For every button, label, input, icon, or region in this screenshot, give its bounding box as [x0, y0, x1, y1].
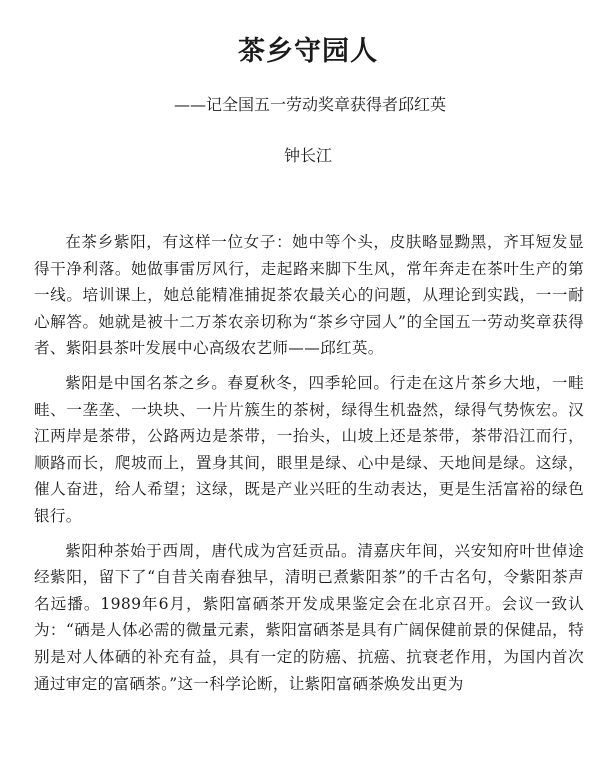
paragraph: 紫阳是中国名茶之乡。春夏秋冬，四季轮回。行走在这片茶乡大地，一畦畦、一垄垄、一块块、一片片簇生的茶树，绿得生机盎然，绿得气势恢宏。汉江两岸是茶带，公路两边是茶带，一抬头，山坡上还是茶带，茶带沿江而行，顺路而长，爬坡而上，置身其间，眼里是绿、心中是绿、天地间是绿。这绿，催人奋进，给人希望；这绿，既是产业兴旺的生动表达，更是生活富裕的绿色银行。	[34, 373, 584, 525]
article-title: 茶乡守园人	[238, 36, 378, 67]
article-body	[34, 229, 584, 705]
paragraph: 紫阳种茶始于西周，唐代成为宫廷贡品。清嘉庆年间，兴安知府叶世倬途经紫阳，留下了“自昔关南春独早，清明已煮紫阳茶”的千古名句，令紫阳茶声名远播。1989年6月，紫阳富硒茶开发成果鉴定会在北京召开。会议一致认为：“硒是人体必需的微量元素，紫阳富硒茶是具有广阔保健前景的保健品，特别是对人体硒的补充有益，具有一定的防癌、抗癌、抗衰老作用，为国内首次通过审定的富硒茶。”这一科学论断，让紫阳富硒茶焕发出更为	[34, 541, 584, 693]
article-author: 钟长江	[283, 146, 332, 165]
article-subtitle: ——记全国五一劳动奖章获得者邱红英	[173, 95, 446, 114]
paragraph: 在茶乡紫阳，有这样一位女子：她中等个头，皮肤略显黝黑，齐耳短发显得干净利落。她做事雷厉风行，走起路来脚下生风，常年奔走在茶叶生产的第一线。培训课上，她总能精准捕捉茶农最关心的问题，从理论到实践，一一耐心解答。她就是被十二万茶农亲切称为“茶乡守园人”的全国五一劳动奖章获得者、紫阳县茶叶发展中心高级农艺师——邱红英。	[34, 233, 584, 358]
